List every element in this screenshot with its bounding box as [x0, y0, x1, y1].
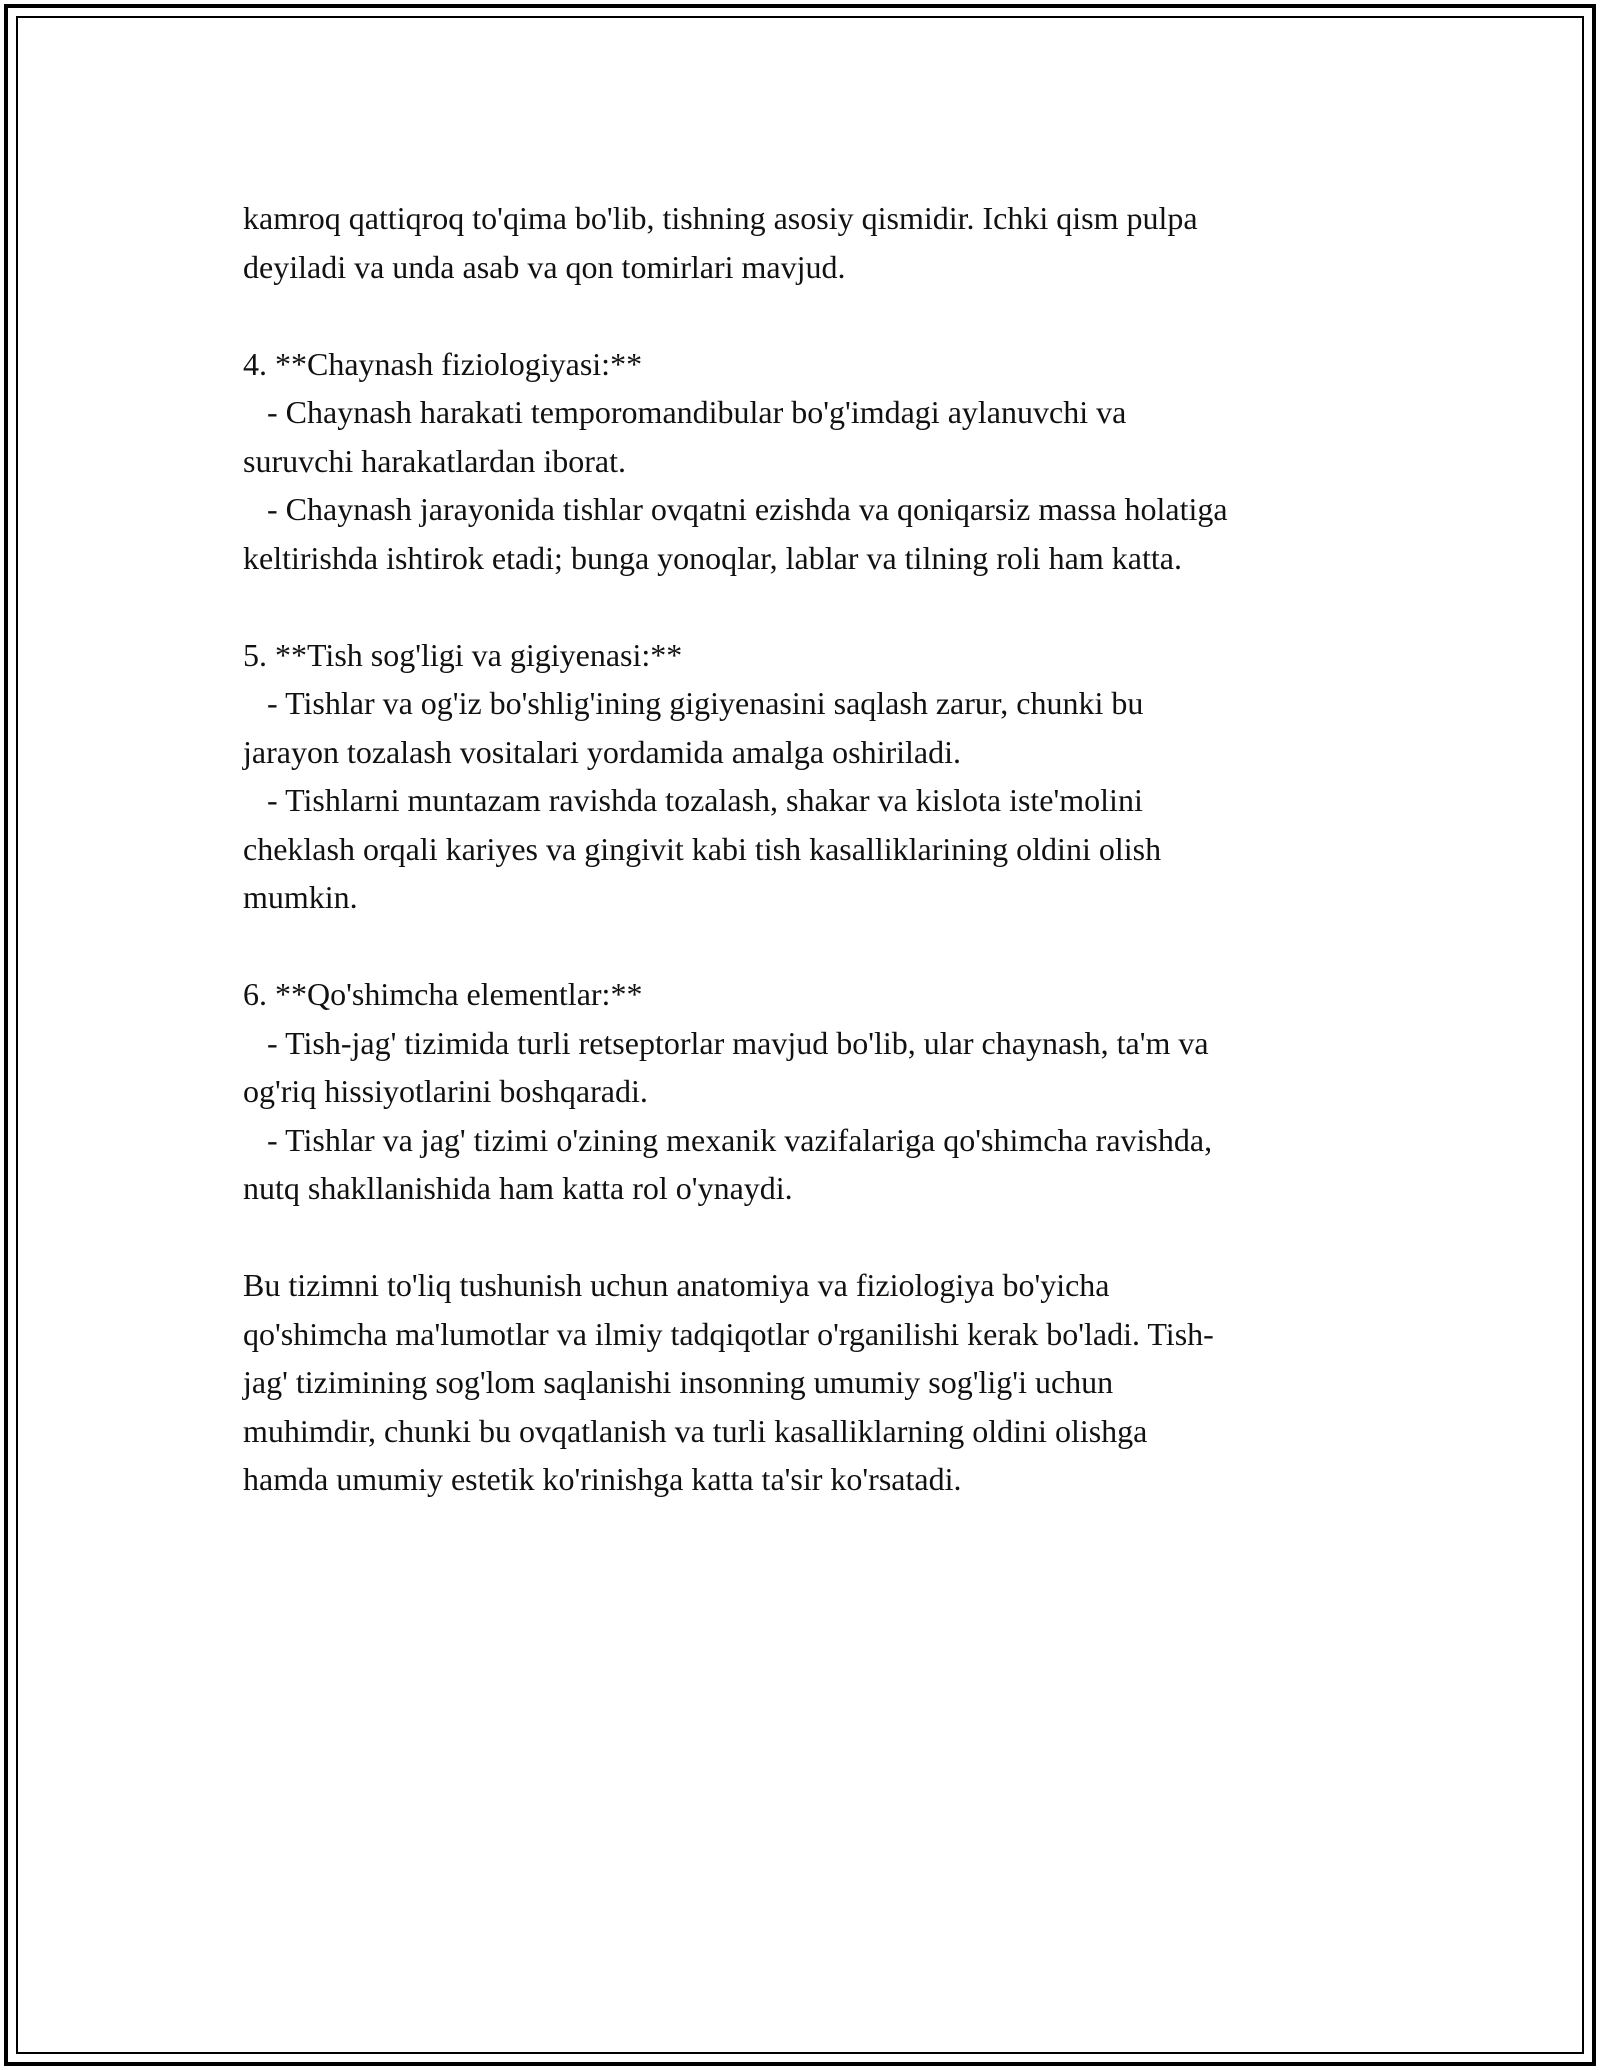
document-body-text: kamroq qattiqroq to'qima bo'lib, tishning asosiy qismidir. Ichki qism pulpa deyiladi va unda asab va qon tomirlari mavjud. 4. **Chaynash fiziologiyasi:** - Chaynash harakati temporomandibular bo'g'imdagi aylanuvchi va suruvchi harakatlardan iborat. - Chaynash jarayonida tishlar ovqatni ezishda va qoniqarsiz massa holatiga keltirishda ishtirok etadi; bunga yonoqlar, lablar va tilning roli ham katta. 5. **Tish sog'ligi va gigiyenasi:** - Tishlar va og'iz bo'shlig'ining gigiyenasini saqlash zarur, chunki bu jarayon tozalash vositalari yordamida amalga oshiriladi. - Tishlarni muntazam ravishda tozalash, shakar va kislota iste'molini cheklash orqali kariyes va gingivit kabi tish kasalliklarining oldini olish mumkin. 6. **Qo'shimcha elementlar:** - Tish-jag' tizimida turli retseptorlar mavjud bo'lib, ular chaynash, ta'm va og'riq hissiyotlarini boshqaradi. - Tishlar va jag' tizimi o'zining mexanik vazifalariga qo'shimcha ravishda, nutq shakllanishida ham katta rol o'ynaydi. Bu tizimni to'liq tushunish uchun anatomiya va fiziologiya bo'yicha qo'shimcha ma'lumotlar va ilmiy tadqiqotlar o'rganilishi kerak bo'ladi. Tish- jag' tizimining sog'lom saqlanishi insonning umumiy sog'lig'i uchun muhimdir, chunki bu ovqatlanish va turli kasalliklarning oldini olishga hamda umumiy estetik ko'rinishga katta ta'sir ko'rsatadi. — [243, 200, 1228, 1497]
page-border — [4, 4, 1596, 2066]
